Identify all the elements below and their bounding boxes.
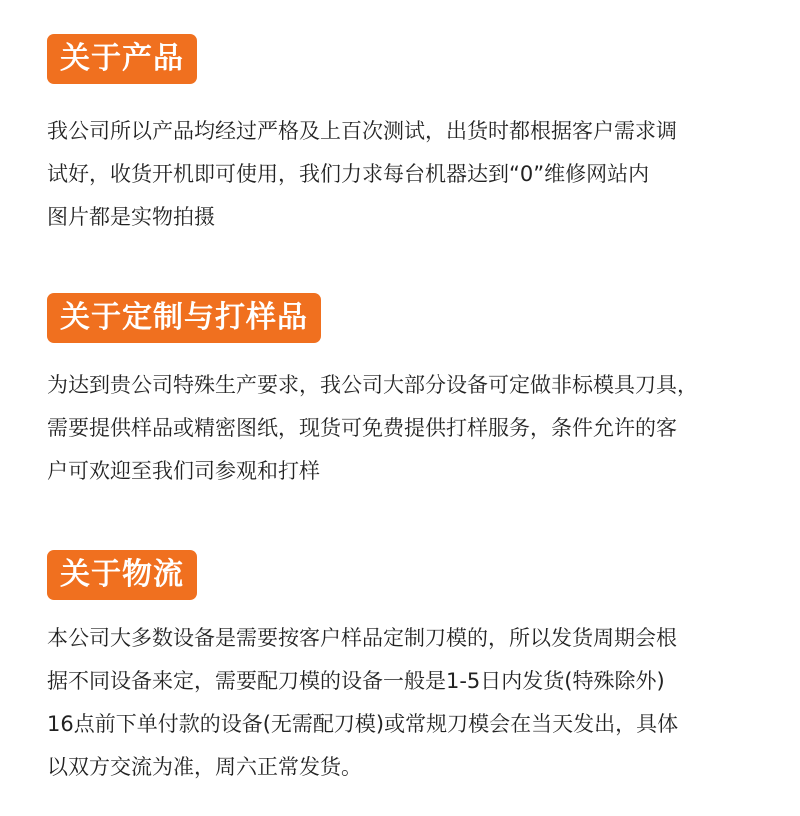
section-body: [47, 617, 762, 789]
section-heading-badge: 关于产品: [47, 34, 197, 84]
section-heading-badge: 关于定制与打样品: [47, 293, 321, 343]
body-line: 户可欢迎至我们司参观和打样: [47, 459, 320, 483]
section-body: [47, 364, 762, 493]
body-line: 为达到贵公司特殊生产要求，我公司大部分设备可定做非标模具刀具，: [47, 373, 698, 397]
body-line: 16点前下单付款的设备(无需配刀模)或常规刀模会在当天发出，具体: [47, 712, 679, 736]
body-line: 据不同设备来定，需要配刀模的设备一般是1-5日内发货(特殊除外): [47, 669, 665, 693]
body-line: 需要提供样品或精密图纸，现货可免费提供打样服务，条件允许的客: [47, 416, 677, 440]
body-line: 本公司大多数设备是需要按客户样品定制刀模的，所以发货周期会根: [47, 626, 677, 650]
body-line: 我公司所以产品均经过严格及上百次测试，出货时都根据客户需求调: [47, 119, 677, 143]
body-line: 试好，收货开机即可使用，我们力求每台机器达到“0”维修网站内: [47, 162, 650, 186]
section-body: [47, 110, 762, 239]
section-heading-badge: 关于物流: [47, 550, 197, 600]
body-line: 以双方交流为准，周六正常发货。: [47, 755, 362, 779]
body-line: 图片都是实物拍摄: [47, 205, 215, 229]
